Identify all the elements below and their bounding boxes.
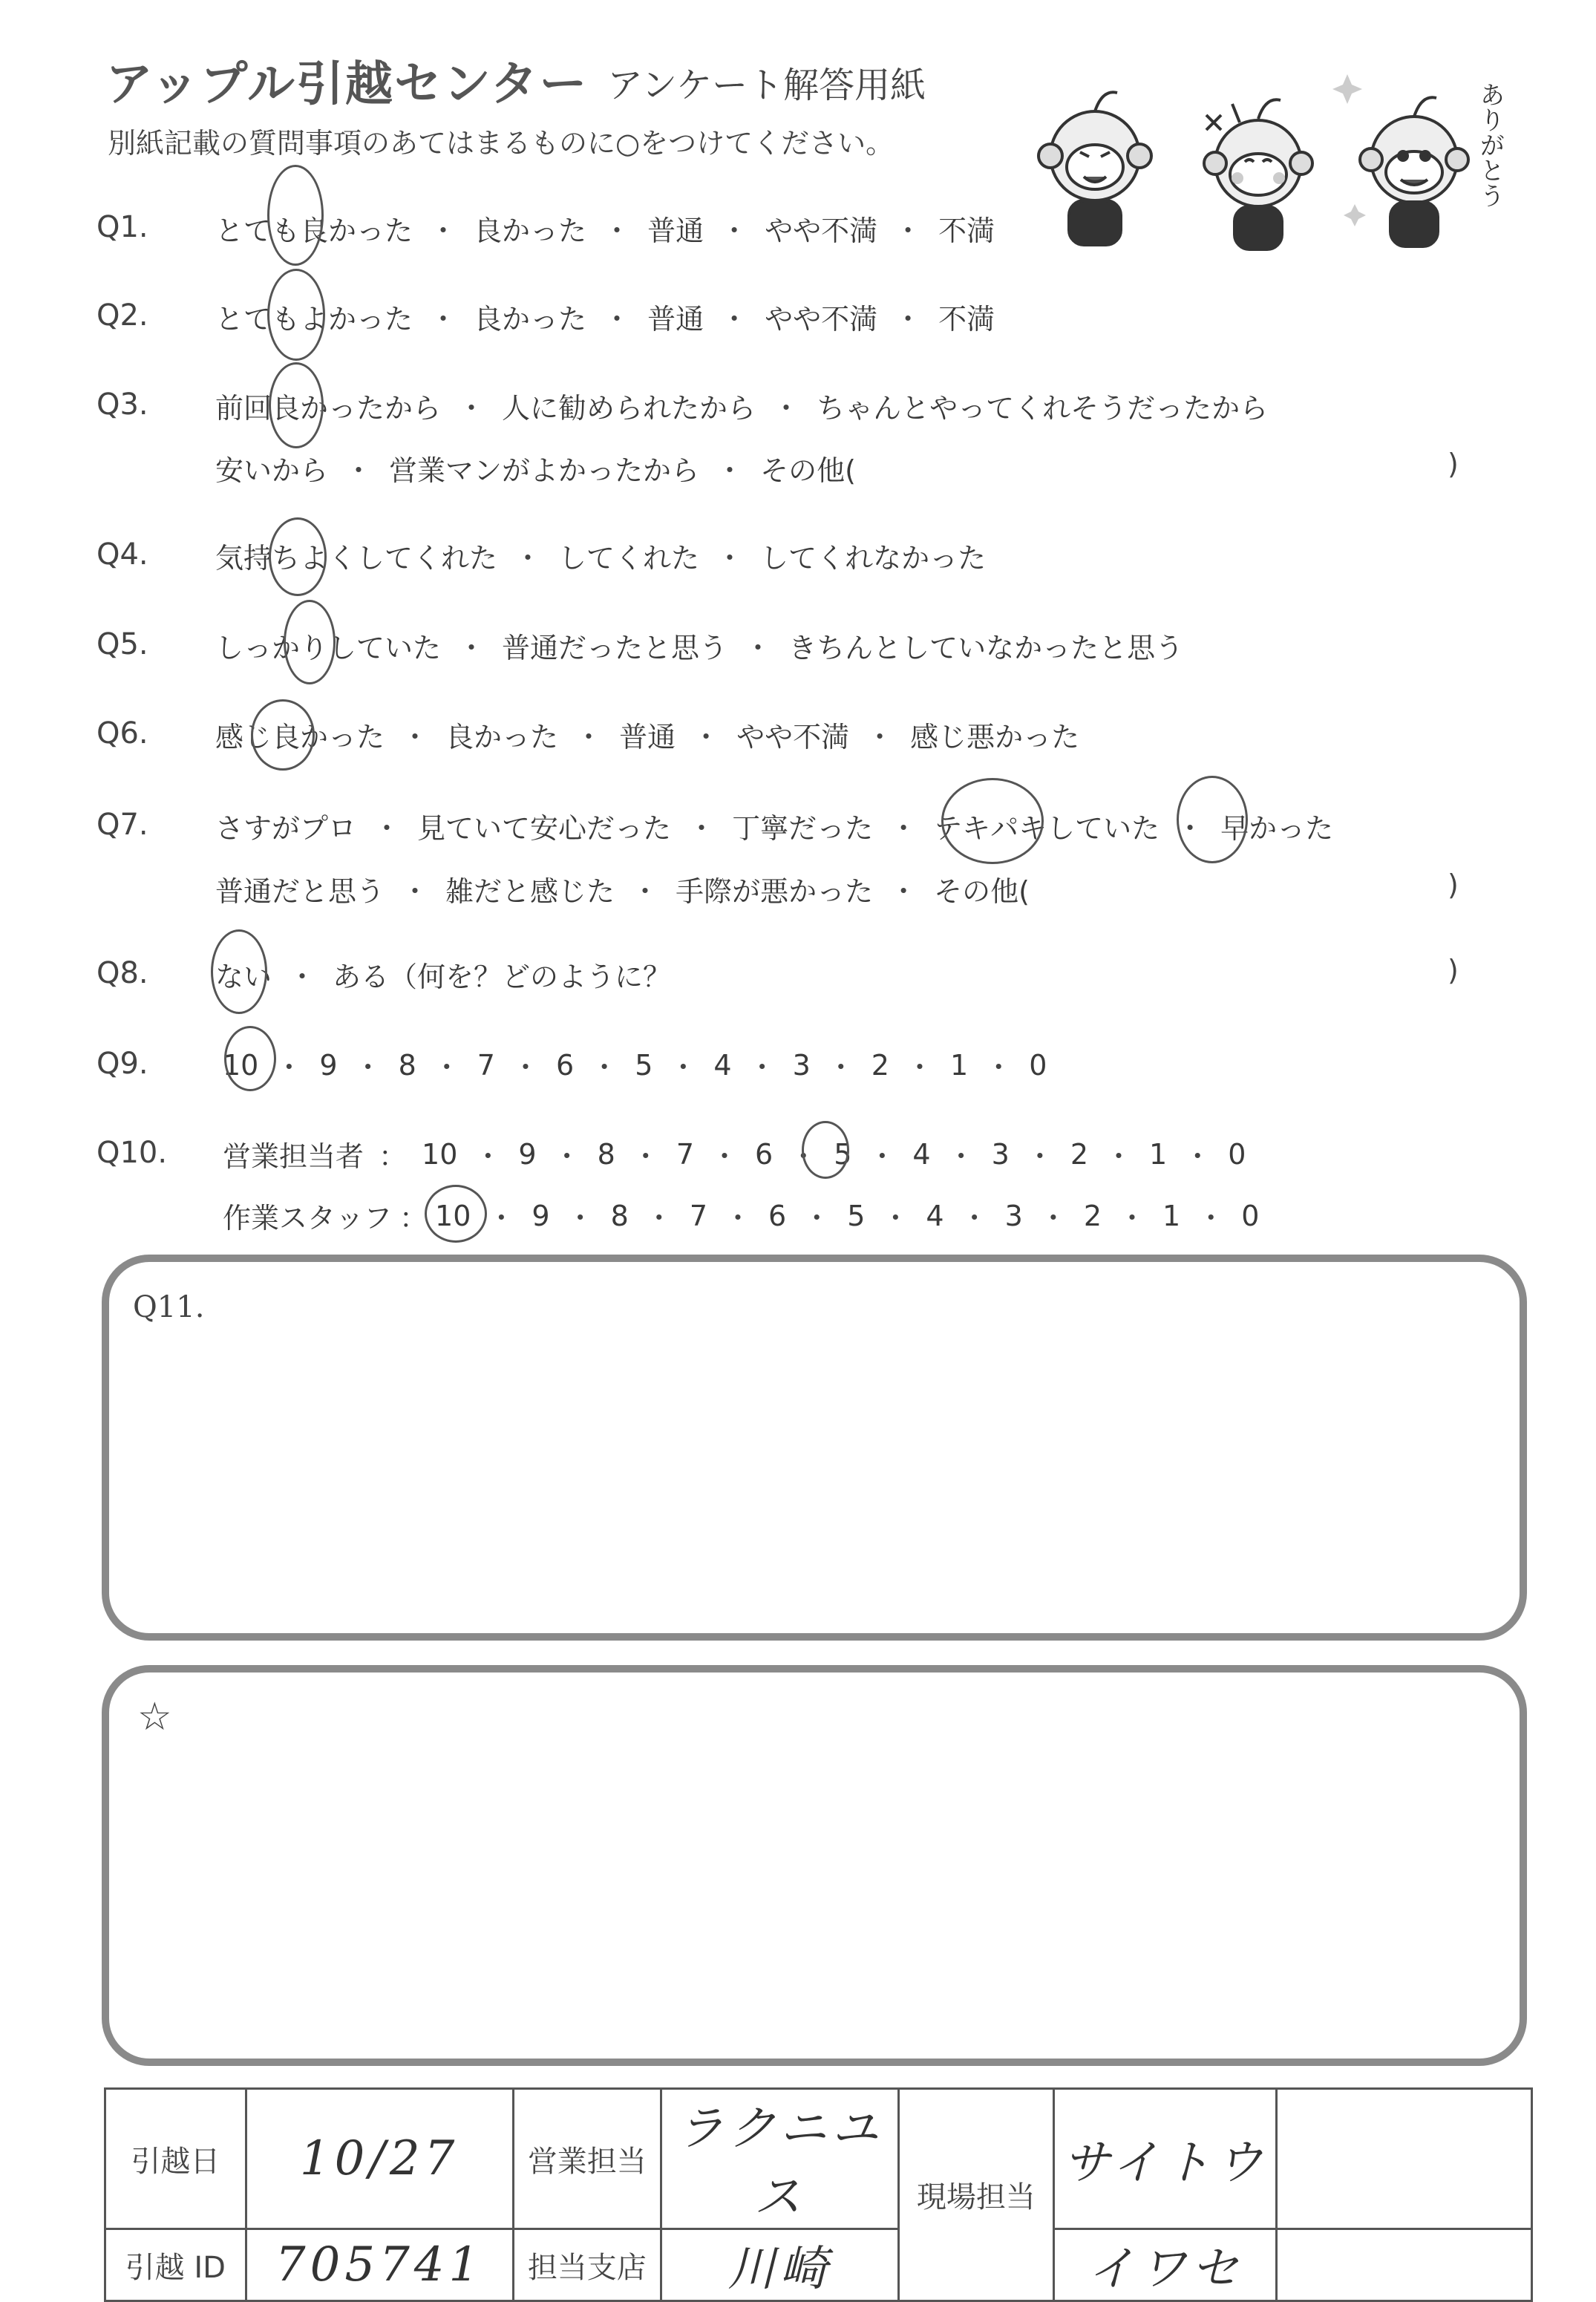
q4-options: 気持ちよくしてくれた ・ してくれた ・ してくれなかった <box>215 535 986 576</box>
q10-sales-score-3[interactable]: 3 <box>991 1137 1010 1171</box>
form-subtitle: アンケート解答用紙 <box>607 65 926 106</box>
move-date-value[interactable]: 10/27 <box>246 2089 513 2229</box>
q7-option-3[interactable]: 丁寧だった <box>732 812 874 845</box>
q6-option-3[interactable]: 普通 <box>619 721 676 753</box>
q10-sales-score-1[interactable]: 1 <box>1149 1137 1168 1171</box>
q5-options: しっかりしていた ・ 普通だったと思う ・ きちんとしていなかったと思う <box>215 625 1183 666</box>
q6-label: Q6. <box>97 716 148 751</box>
q1-option-2[interactable]: 良かった <box>474 215 587 247</box>
q11-answer-box[interactable] <box>102 1255 1527 1641</box>
q2-option-1[interactable]: とてもよかった <box>215 303 413 336</box>
q3-label: Q3. <box>97 388 148 422</box>
branch-value[interactable]: 川崎 <box>661 2229 898 2301</box>
q9-score-0[interactable]: 0 <box>1029 1048 1047 1082</box>
q9-scale: 10 ・ 9 ・ 8 ・ 7 ・ 6 ・ 5 ・ 4 ・ 3 ・ 2 ・ 1 ・ 0 <box>223 1048 1047 1084</box>
q10-staff-score-0[interactable]: 0 <box>1241 1199 1260 1232</box>
q10-staff-row: 作業スタッフ ： 10 ・ 9 ・ 8 ・ 7 ・ 6 ・ 5 ・ 4 ・ 3 ・ 2 ・ 1 ・ 0 <box>223 1195 1259 1236</box>
q10-staff-score-7[interactable]: 7 <box>689 1199 707 1232</box>
q4-option-3[interactable]: してくれなかった <box>760 542 987 575</box>
q10-staff-score-10[interactable]: 10 <box>435 1199 471 1232</box>
q9-score-9[interactable]: 9 <box>319 1048 338 1082</box>
q10-sales-colon: ： <box>379 1140 408 1173</box>
q3-option-3[interactable]: ちゃんとやってくれそうだったから <box>817 392 1269 425</box>
site-manager-extra-2[interactable] <box>1276 2229 1531 2301</box>
q9-label: Q9. <box>97 1047 148 1081</box>
site-manager-value-1[interactable]: サイトウ <box>1054 2089 1276 2229</box>
q10-sales-score-6[interactable]: 6 <box>755 1137 774 1171</box>
form-title: アップル引越センター <box>105 57 589 112</box>
q6-option-5[interactable]: 感じ悪かった <box>910 721 1080 753</box>
q3-option-1[interactable]: 前回良かったから <box>215 392 442 425</box>
q8-options: ない ・ ある（何を？どのように？ <box>215 954 671 995</box>
q1-option-4[interactable]: やや不満 <box>765 215 878 247</box>
sales-rep-label: 営業担当 <box>513 2089 661 2229</box>
q10-staff-score-3[interactable]: 3 <box>1004 1199 1023 1232</box>
q3-options-line2: 安いから ・ 営業マンがよかったから ・ その他( <box>215 448 856 488</box>
q1-option-3[interactable]: 普通 <box>647 215 704 247</box>
q7-option-4[interactable]: テキパキしていた <box>934 812 1160 845</box>
q9-score-7[interactable]: 7 <box>477 1048 495 1082</box>
q10-sales-score-2[interactable]: 2 <box>1070 1137 1089 1171</box>
q11-label: Q11. <box>133 1290 205 1324</box>
q7-option-2[interactable]: 見ていて安心だった <box>417 812 672 845</box>
q9-score-3[interactable]: 3 <box>792 1048 811 1082</box>
branch-label: 担当支店 <box>513 2229 661 2301</box>
q2-options: とてもよかった ・ 良かった ・ 普通 ・ やや不満 ・ 不満 <box>215 296 995 337</box>
q1-option-5[interactable]: 不満 <box>938 215 995 247</box>
q10-staff-score-5[interactable]: 5 <box>847 1199 866 1232</box>
q10-staff-colon: ： <box>399 1202 428 1235</box>
monkey-smiling-icon <box>1360 97 1468 246</box>
move-id-value[interactable]: 705741 <box>246 2229 513 2301</box>
q2-option-3[interactable]: 普通 <box>647 303 704 336</box>
q9-score-8[interactable]: 8 <box>398 1048 416 1082</box>
q10-sales-label: 営業担当者 <box>223 1140 364 1173</box>
q8-option-1[interactable]: ない <box>215 961 272 993</box>
q10-sales-score-10[interactable]: 10 <box>422 1137 458 1171</box>
q1-label: Q1. <box>97 210 148 244</box>
q1-option-1[interactable]: とても良かった <box>215 215 413 247</box>
q2-option-4[interactable]: やや不満 <box>765 303 878 336</box>
q10-staff-score-1[interactable]: 1 <box>1162 1199 1181 1232</box>
star-icon: ☆ <box>137 1695 172 1739</box>
q2-label: Q2. <box>97 298 148 333</box>
q6-option-2[interactable]: 良かった <box>445 721 559 753</box>
q4-label: Q4. <box>97 537 148 572</box>
comment-box[interactable] <box>102 1665 1527 2066</box>
q7-option-7[interactable]: 雑だと感じた <box>445 875 615 908</box>
monkey-laughing-icon <box>1039 92 1151 245</box>
q9-score-4[interactable]: 4 <box>713 1048 732 1082</box>
q10-staff-score-4[interactable]: 4 <box>926 1199 944 1232</box>
q10-staff-score-8[interactable]: 8 <box>610 1199 629 1232</box>
q1-options: とても良かった ・ 良かった ・ 普通 ・ やや不満 ・ 不満 <box>215 208 995 249</box>
q5-option-3[interactable]: きちんとしていなかったと思う <box>788 632 1184 664</box>
q7-option-5[interactable]: 早かった <box>1220 812 1334 845</box>
q5-option-1[interactable]: しっかりしていた <box>215 632 442 664</box>
q5-option-2[interactable]: 普通だったと思う <box>502 632 728 664</box>
q10-label: Q10. <box>97 1136 168 1170</box>
q10-staff-score-6[interactable]: 6 <box>768 1199 787 1232</box>
q10-sales-score-8[interactable]: 8 <box>597 1137 615 1171</box>
q6-options: 感じ良かった ・ 良かった ・ 普通 ・ やや不満 ・ 感じ悪かった <box>215 714 1079 755</box>
q10-sales-score-9[interactable]: 9 <box>518 1137 537 1171</box>
q10-staff-score-2[interactable]: 2 <box>1083 1199 1102 1232</box>
q2-option-2[interactable]: 良かった <box>474 303 587 336</box>
q10-sales-score-0[interactable]: 0 <box>1228 1137 1246 1171</box>
q7-close-paren: ) <box>1448 869 1459 901</box>
q8-label: Q8. <box>97 956 148 990</box>
q7-label: Q7. <box>97 808 148 842</box>
monkey-blushing-icon <box>1204 99 1312 249</box>
q10-staff-label: 作業スタッフ <box>223 1202 393 1235</box>
site-manager-extra-1[interactable] <box>1276 2089 1531 2229</box>
info-table <box>104 2087 1533 2302</box>
q3-close-paren: ) <box>1448 448 1459 480</box>
q8-option-2[interactable]: ある（何を？どのように？ <box>333 961 672 993</box>
q5-label: Q5. <box>97 627 148 661</box>
sales-rep-value[interactable]: ラクニユス <box>661 2089 898 2229</box>
mascot-illustration <box>1021 45 1511 260</box>
q7-option-1[interactable]: さすがプロ <box>215 812 357 845</box>
q7-option-8[interactable]: 手際が悪かった <box>676 875 874 908</box>
q7-option-9[interactable]: その他( <box>934 875 1030 908</box>
move-id-label: 引越 ID <box>105 2229 246 2301</box>
q3-option-5[interactable]: 営業マンがよかったから <box>389 454 700 487</box>
q10-sales-score-4[interactable]: 4 <box>912 1137 931 1171</box>
q4-option-1[interactable]: 気持ちよくしてくれた <box>215 542 498 575</box>
site-manager-value-2[interactable]: イワセ <box>1054 2229 1276 2301</box>
q3-options-line1: 前回良かったから ・ 人に勧められたから ・ ちゃんとやってくれそうだったから <box>215 385 1268 426</box>
q10-sales-score-7[interactable]: 7 <box>676 1137 694 1171</box>
q10-sales-score-5[interactable]: 5 <box>834 1137 852 1171</box>
q9-score-10[interactable]: 10 <box>223 1048 259 1082</box>
q3-option-2[interactable]: 人に勧められたから <box>502 392 756 425</box>
q7-option-6[interactable]: 普通だと思う <box>215 875 385 908</box>
q7-options-line1: さすがプロ ・ 見ていて安心だった ・ 丁寧だった ・ テキパキしていた ・ 早かった <box>215 805 1333 846</box>
mascot-caption: ありがとう <box>1475 82 1505 208</box>
q9-score-2[interactable]: 2 <box>871 1048 889 1082</box>
q2-option-5[interactable]: 不満 <box>938 303 995 336</box>
q3-option-4[interactable]: 安いから <box>215 454 329 487</box>
q9-score-6[interactable]: 6 <box>555 1048 575 1082</box>
q6-option-4[interactable]: やや不満 <box>736 721 850 753</box>
q3-option-6[interactable]: その他( <box>760 454 856 487</box>
move-date-label: 引越日 <box>105 2089 246 2229</box>
q9-score-1[interactable]: 1 <box>950 1048 969 1082</box>
site-manager-label: 現場担当 <box>898 2089 1054 2301</box>
q10-sales-row: 営業担当者 ： 10 ・ 9 ・ 8 ・ 7 ・ 6 ・ 5 ・ 4 ・ 3 ・ 2 ・ 1 ・ 0 <box>223 1134 1246 1174</box>
q4-option-2[interactable]: してくれた <box>558 542 700 575</box>
q6-option-1[interactable]: 感じ良かった <box>215 721 385 753</box>
q9-score-5[interactable]: 5 <box>635 1048 653 1082</box>
form-instruction: 別紙記載の質問事項のあてはまるものに○をつけてください。 <box>108 127 895 160</box>
q7-options-line2: 普通だと思う ・ 雑だと感じた ・ 手際が悪かった ・ その他( <box>215 869 1030 909</box>
q10-staff-score-9[interactable]: 9 <box>532 1199 550 1232</box>
q8-close-paren: ) <box>1448 954 1459 987</box>
